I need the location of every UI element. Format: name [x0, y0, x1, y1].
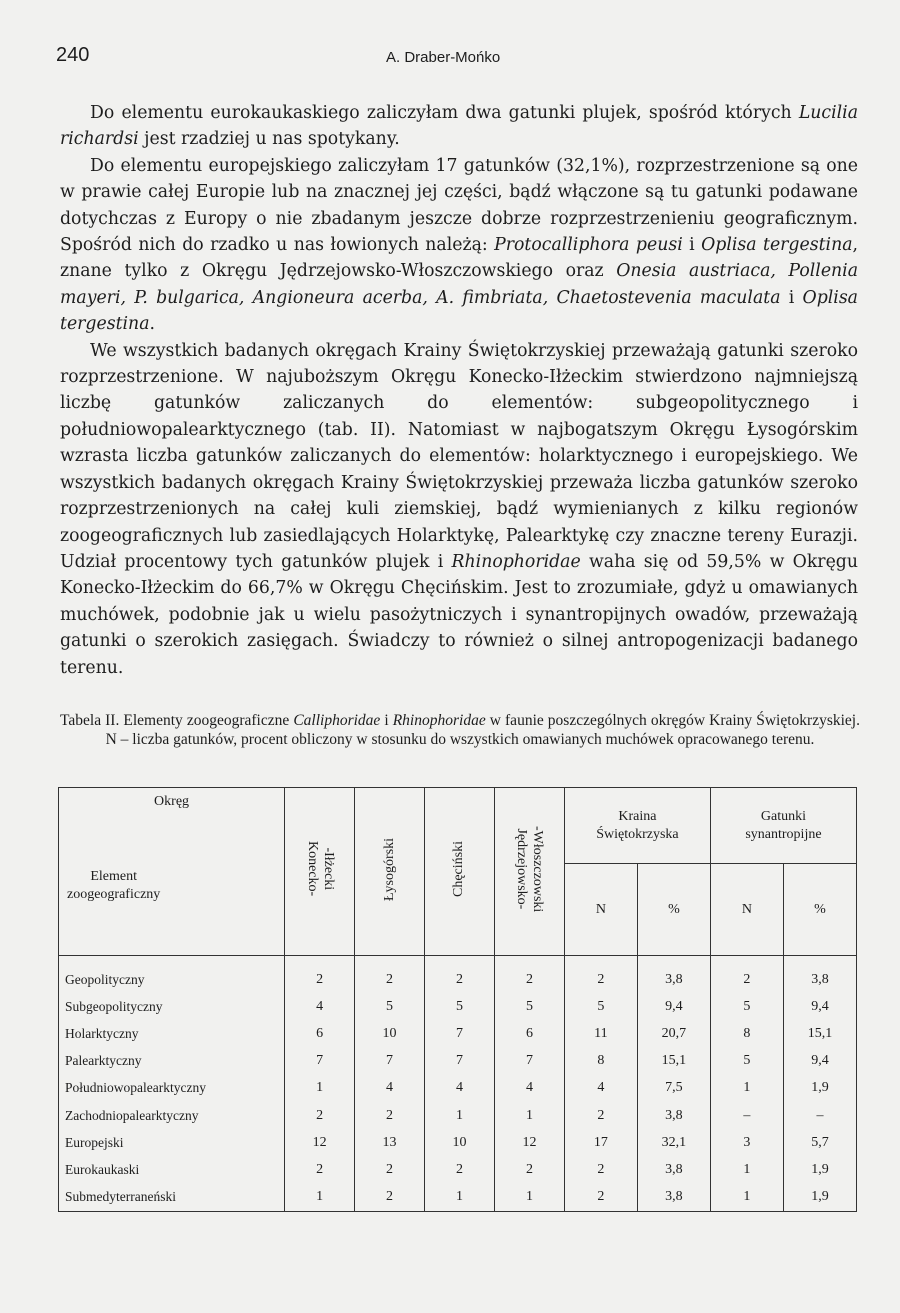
table-cell: 4	[355, 1075, 425, 1102]
table-cell: 1	[710, 1184, 783, 1212]
table-cell: 32,1	[637, 1129, 710, 1156]
row-element-name: Południowopalearktyczny	[59, 1075, 285, 1102]
row-element-name: Europejski	[59, 1129, 285, 1156]
species-name: Lucilia richardsi	[60, 103, 858, 150]
table-cell: 2	[494, 1156, 564, 1183]
table-cell: 15,1	[783, 1020, 856, 1047]
subheader-percent: %	[783, 864, 856, 956]
row-element-name: Holarktyczny	[59, 1020, 285, 1047]
table-cell: 1	[494, 1184, 564, 1212]
row-element-name: Zachodniopalearktyczny	[59, 1102, 285, 1129]
corner-okreg-label: Okręg	[154, 794, 190, 809]
paragraph-1: Do elementu eurokaukaskiego zaliczyłam dwa gatunki plujek, spośród których Lucilia richardsi jest rzadziej u nas spotykany.	[60, 103, 858, 150]
table-row	[59, 966, 857, 993]
table-cell: 7	[355, 1048, 425, 1075]
table-cell: 20,7	[637, 1020, 710, 1047]
running-head: A. Draber-Mońko	[386, 49, 501, 66]
table-cell: 8	[564, 1048, 637, 1075]
table-cell: 2	[285, 1156, 355, 1183]
body-text	[60, 100, 858, 681]
table-cell: 2	[564, 1184, 637, 1212]
table-cell: 6	[285, 1020, 355, 1047]
table-cell: 2	[564, 966, 637, 993]
subheader-percent: %	[637, 864, 710, 956]
paragraph-3: We wszystkich badanych okręgach Krainy Świętokrzyskiej przeważają gatunki szeroko rozprzestrzenione. W najuboższym Okręgu Konecko-Iłżeckim stwierdzono najmniejszą liczbę gatunków zaliczanych do elementów: subgeopolitycznego i południowopalearktycznego (tab. II). Natomiast w najbogatszym Okręgu Łysogórskim wzrasta liczba gatunków zaliczanych do elementów: holarktycznego i europejskiego. We wszystkich badanych okręgach Krainy Świętokrzyskiej przeważa liczba gatunków szeroko rozprzestrzenionych na całej kuli ziemskiej, bądź wymienianych z kilku regionów zoogeograficznych lub zasiedlających Holarktykę, Palearktykę czy znaczne tereny Eurazji. Udział procentowy tych gatunków plujek i Rhinophoridae waha się od 59,5% w Okręgu Konecko-Iłżeckim do 66,7% w Okręgu Chęcińskim. Jest to zrozumiałe, gdyż u omawianych muchówek, podobnie jak u wielu pasożytniczych i synantropijnych owadów, przeważają gatunki o szerokich zasięgach. Świadczy to również o silnej antropogenizacji badanego terenu.	[60, 340, 858, 678]
table-cell: 1	[285, 1184, 355, 1212]
table-cell: 5,7	[783, 1129, 856, 1156]
table-cell: 11	[564, 1020, 637, 1047]
table-cell: 5	[710, 993, 783, 1020]
table-row	[59, 1156, 857, 1183]
table-cell: 15,1	[637, 1048, 710, 1075]
table-cell: 4	[285, 993, 355, 1020]
table-row	[59, 1102, 857, 1129]
table-cell: 2	[494, 966, 564, 993]
table-cell: –	[783, 1102, 856, 1129]
paragraph-2: Do elementu europejskiego zaliczyłam 17 gatunków (32,1%), rozprzestrzenione są one w prawie całej Europie lub na znacznej jej części, bądź włączone są tu gatunki podawane dotychczas z Europy o nie zbadanym jeszcze dobrze rozprzestrzenieniu geograficznym. Spośród nich do rzadko u nas łowionych należą: Protocalliphora peusi i Oplisa tergestina, znane tylko z Okręgu Jędrzejowsko-Włoszczowskiego oraz Onesia austriaca, Pollenia mayeri, P. bulgarica, Angioneura acerba, A. fimbriata, Chaetostevenia maculata i Oplisa tergestina.	[60, 155, 859, 335]
group-header-kraina: Kraina Świętokrzyska	[564, 788, 710, 864]
table-cell: 2	[285, 966, 355, 993]
species-name: Oplisa tergestina	[60, 287, 858, 335]
table-cell: 13	[355, 1129, 425, 1156]
table-cell: 8	[710, 1020, 783, 1047]
table-cell: 5	[425, 993, 495, 1020]
row-element-name: Palearktyczny	[59, 1048, 285, 1075]
table-cell: 3,8	[783, 966, 856, 993]
table-cell: 4	[564, 1075, 637, 1102]
table-caption: Tabela II. Elementy zoogeograficzne Calliphoridae i Rhinophoridae w faunie poszczególnych okręgów Krainy Świętokrzyskiej. N – liczba gatunków, procent obliczony w stosunku do wszystkich omawianych muchówek opracowanego terenu.	[60, 712, 860, 748]
row-element-name: Subgeopolityczny	[59, 993, 285, 1020]
table-cell: 5	[355, 993, 425, 1020]
table-cell: 5	[710, 1048, 783, 1075]
table-cell: 1	[285, 1075, 355, 1102]
table-cell: 1	[710, 1156, 783, 1183]
species-name: Onesia austriaca, Pollenia mayeri, P. bulgarica, Angioneura acerba, A. fimbriata, Chaetostevenia maculata	[60, 261, 859, 308]
table-row	[59, 1020, 857, 1047]
table-cell: 2	[355, 1156, 425, 1183]
table-cell: 2	[425, 1156, 495, 1183]
table-cell: 1,9	[783, 1156, 856, 1183]
table-cell: 4	[425, 1075, 495, 1102]
corner-header-cell	[59, 788, 285, 956]
table-cell: 12	[285, 1129, 355, 1156]
subheader-n: N	[710, 864, 783, 956]
table-cell: 2	[564, 1156, 637, 1183]
group-header-synantropijne: Gatunki synantropijne	[710, 788, 856, 864]
table-cell: 3	[710, 1129, 783, 1156]
table-row	[59, 1075, 857, 1102]
table-cell: 7	[425, 1020, 495, 1047]
table-cell: 17	[564, 1129, 637, 1156]
subheader-n: N	[564, 864, 637, 956]
table-cell: 1	[425, 1184, 495, 1212]
table-cell: 5	[494, 993, 564, 1020]
table-row	[59, 1048, 857, 1075]
col-header-konecko: Konecko- -Iłżecki	[285, 788, 355, 956]
table-cell: 2	[710, 966, 783, 993]
table-cell: 2	[564, 1102, 637, 1129]
table-cell: 12	[494, 1129, 564, 1156]
species-name: Oplisa tergestina	[701, 235, 853, 256]
table-row	[59, 1129, 857, 1156]
table-cell: 2	[425, 966, 495, 993]
row-element-name: Geopolityczny	[59, 966, 285, 993]
table-cell: 3,8	[637, 1102, 710, 1129]
col-header-lysogorski: Łysogórski	[355, 788, 425, 956]
table-cell: 2	[355, 1102, 425, 1129]
table-row	[59, 1184, 857, 1212]
table-cell: 10	[355, 1020, 425, 1047]
table-cell: 9,4	[783, 1048, 856, 1075]
row-element-name: Eurokaukaski	[59, 1156, 285, 1183]
table-cell: 2	[355, 966, 425, 993]
table-cell: 1	[494, 1102, 564, 1129]
page-number: 240	[56, 44, 90, 66]
table-cell: 7	[285, 1048, 355, 1075]
table-cell: 1,9	[783, 1075, 856, 1102]
table-cell: 7	[425, 1048, 495, 1075]
table-cell: –	[710, 1102, 783, 1129]
page-header	[56, 44, 846, 74]
species-name: Protocalliphora peusi	[494, 235, 683, 256]
col-header-checinski: Chęciński	[425, 788, 495, 956]
table-cell: 2	[285, 1102, 355, 1129]
col-header-jedrzejowsko: Jędrzejowsko- -Włoszczowski	[494, 788, 564, 956]
table-cell: 9,4	[783, 993, 856, 1020]
taxon-name: Rhinophoridae	[451, 551, 581, 572]
taxon-name: Rhinophoridae	[392, 712, 486, 729]
row-element-name: Submedyterraneński	[59, 1184, 285, 1212]
table-cell: 1	[710, 1075, 783, 1102]
table-cell: 10	[425, 1129, 495, 1156]
zoogeographic-table	[58, 787, 857, 1212]
table-cell: 9,4	[637, 993, 710, 1020]
table-body	[59, 956, 857, 1212]
table-cell: 7,5	[637, 1075, 710, 1102]
table-cell: 3,8	[637, 966, 710, 993]
table-cell: 1,9	[783, 1184, 856, 1212]
table-cell: 6	[494, 1020, 564, 1047]
table-cell: 1	[425, 1102, 495, 1129]
table-cell: 2	[355, 1184, 425, 1212]
table-row	[59, 993, 857, 1020]
table-cell: 5	[564, 993, 637, 1020]
taxon-name: Calliphoridae	[293, 712, 381, 729]
corner-element-label: Element zoogeograficzny	[67, 869, 161, 902]
table-cell: 4	[494, 1075, 564, 1102]
table-cell: 3,8	[637, 1184, 710, 1212]
table-cell: 7	[494, 1048, 564, 1075]
table-cell: 3,8	[637, 1156, 710, 1183]
